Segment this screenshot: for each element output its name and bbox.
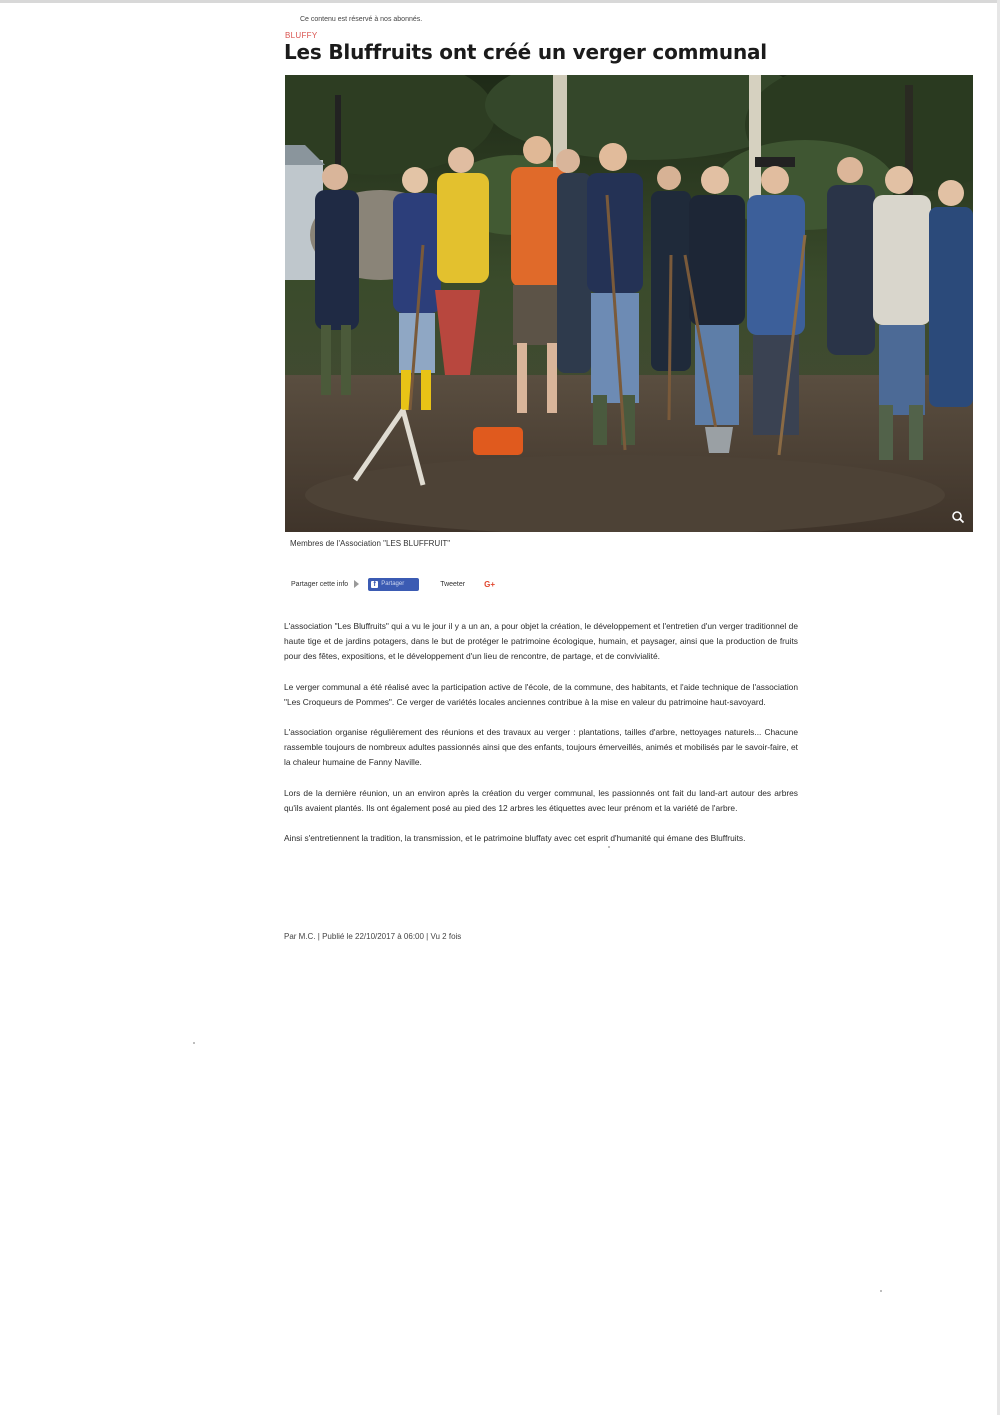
subscriber-note: Ce contenu est réservé à nos abonnés. bbox=[300, 16, 423, 23]
photo-caption: Membres de l'Association "LES BLUFFRUIT" bbox=[290, 539, 451, 548]
share-bar bbox=[291, 577, 495, 591]
facebook-icon: f bbox=[371, 581, 378, 588]
magnifier-icon[interactable] bbox=[951, 510, 965, 524]
article-paragraph: Le verger communal a été réalisé avec la participation active de l'école, de la commune, des habitants, et l'aide technique de l'association "Les Croqueurs de Pommes". Ce verger de variétés locales anciennes contribue à la mise en valeur du patrimoine haut-savoyard. bbox=[284, 681, 798, 707]
scan-speck bbox=[193, 1042, 195, 1044]
facebook-share-button[interactable] bbox=[368, 578, 419, 591]
article-paragraph: Ainsi s'entretiennent la tradition, la transmission, et le patrimoine bluffaty avec cet esprit d'humanité qui émane des Bluffruits. bbox=[284, 833, 746, 844]
group-photo-illustration bbox=[285, 75, 973, 532]
scan-speck bbox=[880, 1290, 882, 1292]
article-body bbox=[284, 619, 798, 861]
article-paragraph: L'association "Les Bluffruits" qui a vu le jour il y a un an, a pour objet la création, le développement et l'entretien d'un verger traditionnel de haute tige et de jardins potagers, dans le but de protéger le patrimoine écologique, humain, et paysager, ainsi que la production de fruits pour des fêtes, expositions, et le développement d'un lieu de rencontre, de partage, et de convivialité. bbox=[284, 621, 798, 662]
scan-edge-top bbox=[0, 0, 1000, 3]
tweet-button[interactable]: Tweeter bbox=[440, 580, 466, 588]
byline: Par M.C. | Publié le 22/10/2017 à 06:00 | Vu 2 fois bbox=[284, 932, 462, 941]
google-plus-icon[interactable]: G+ bbox=[484, 579, 496, 589]
article-paragraph: Lors de la dernière réunion, un an environ après la création du verger communal, les passionnés ont fait du land-art autour des arbres qu'ils avaient plantés. Ils ont également posé au pied des 12 arbres les étiquettes avec leur prénom et la variété de l'arbre. bbox=[284, 787, 798, 813]
share-arrow-icon bbox=[354, 580, 359, 588]
article-paragraph: L'association organise régulièrement des réunions et des travaux au verger : plantations, tailles d'arbre, nettoyages naturels... Chacune rassemble toujours de nombreux adultes passionnés ainsi que des enfants, toujours émerveillés, animés et mobilisés par le savoir-faire, et la chaleur humaine de Fanny Naville. bbox=[284, 727, 798, 768]
share-label: Partager cette info bbox=[291, 580, 349, 588]
rubric-link[interactable]: BLUFFY bbox=[285, 31, 318, 40]
article-photo[interactable] bbox=[285, 75, 973, 532]
facebook-share-label: Partager bbox=[381, 581, 405, 587]
headline: Les Bluffruits ont créé un verger communal bbox=[284, 40, 767, 64]
scan-speck bbox=[608, 846, 610, 848]
